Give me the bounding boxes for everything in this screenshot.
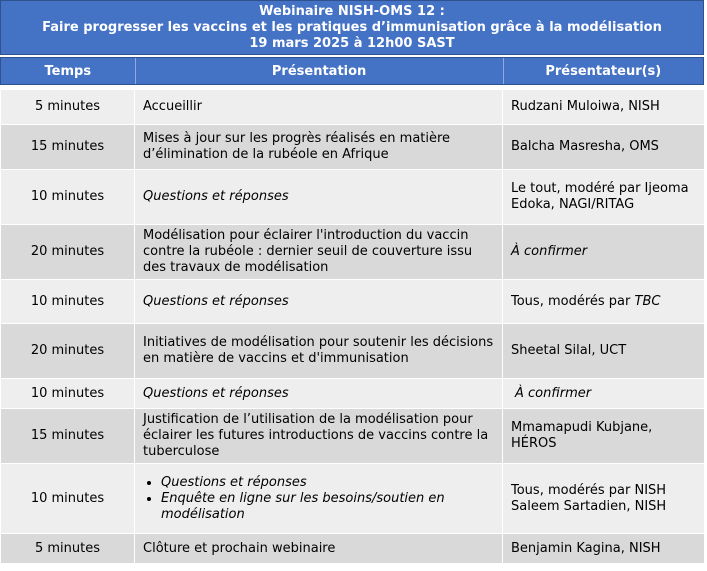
table-header bbox=[0, 57, 704, 85]
row-presentation: Accueillir bbox=[135, 90, 503, 125]
row-presentation: Mises à jour sur les progrès réalisés en matière d’élimination de la rubéole en Afrique bbox=[135, 125, 503, 170]
table-row bbox=[1, 324, 705, 379]
row-time: 5 minutes bbox=[1, 90, 135, 125]
row-time: 10 minutes bbox=[1, 379, 135, 409]
table-row bbox=[1, 409, 705, 464]
row-time: 10 minutes bbox=[1, 280, 135, 324]
table-row bbox=[1, 225, 705, 280]
presenter-line: Saleem Sartadien, NISH bbox=[511, 498, 667, 514]
row-presentation: Questions et réponses bbox=[135, 379, 503, 409]
header-presentation: Présentation bbox=[136, 58, 504, 84]
row-time: 20 minutes bbox=[1, 324, 135, 379]
presenter-tbc: TBC bbox=[634, 293, 661, 309]
row-presentation: Justification de l’utilisation de la modélisation pour éclairer les futures introductions de vaccins contre la tuberculose bbox=[135, 409, 503, 464]
row-presenter: Rudzani Muloiwa, NISH bbox=[503, 90, 705, 125]
bullet-list bbox=[143, 475, 494, 523]
row-presentation: Questions et réponses bbox=[135, 170, 503, 225]
header-time: Temps bbox=[1, 58, 136, 84]
bullet-item: • Questions et réponses bbox=[161, 475, 494, 491]
row-presenter: À confirmer bbox=[503, 225, 705, 280]
row-presenter: Le tout, modéré par Ijeoma Edoka, NAGI/RITAG bbox=[503, 170, 705, 225]
row-presenter: Sheetal Silal, UCT bbox=[503, 324, 705, 379]
row-time: 10 minutes bbox=[1, 464, 135, 534]
table-row bbox=[1, 534, 705, 564]
row-presenter: À confirmer bbox=[503, 379, 705, 409]
bullet-item: • Enquête en ligne sur les besoins/soutien en modélisation bbox=[161, 491, 494, 523]
table-row bbox=[1, 170, 705, 225]
title-banner bbox=[0, 0, 704, 55]
row-presenter bbox=[503, 280, 705, 324]
row-presentation: Clôture et prochain webinaire bbox=[135, 534, 503, 564]
row-time: 15 minutes bbox=[1, 409, 135, 464]
row-time: 10 minutes bbox=[1, 170, 135, 225]
table-row bbox=[1, 280, 705, 324]
table-row bbox=[1, 90, 705, 125]
schedule-table bbox=[0, 89, 705, 564]
row-time: 15 minutes bbox=[1, 125, 135, 170]
table-row bbox=[1, 379, 705, 409]
row-presentation: Modélisation pour éclairer l'introduction du vaccin contre la rubéole : dernier seuil de couverture issu des travaux de modélisation bbox=[135, 225, 503, 280]
row-presenter: Mmamapudi Kubjane, HÉROS bbox=[503, 409, 705, 464]
title-line-3: 19 mars 2025 à 12h00 SAST bbox=[249, 35, 455, 51]
row-presenter: Balcha Masresha, OMS bbox=[503, 125, 705, 170]
table-row bbox=[1, 464, 705, 534]
row-presenter bbox=[503, 464, 705, 534]
table-row bbox=[1, 125, 705, 170]
header-presenter: Présentateur(s) bbox=[545, 63, 662, 79]
row-time: 20 minutes bbox=[1, 225, 135, 280]
row-time: 5 minutes bbox=[1, 534, 135, 564]
presenter-line: Tous, modérés par NISH bbox=[511, 482, 667, 498]
title-line-1: Webinaire NISH-OMS 12 : bbox=[259, 3, 445, 19]
presenter-prefix: Tous, modérés par bbox=[511, 293, 635, 309]
row-presentation: Questions et réponses bbox=[135, 280, 503, 324]
row-presenter: Benjamin Kagina, NISH bbox=[503, 534, 705, 564]
row-presentation bbox=[135, 464, 503, 534]
row-presentation: Initiatives de modélisation pour soutenir les décisions en matière de vaccins et d'immunisation bbox=[135, 324, 503, 379]
title-line-2: Faire progresser les vaccins et les pratiques d’immunisation grâce à la modélisation bbox=[42, 19, 662, 35]
